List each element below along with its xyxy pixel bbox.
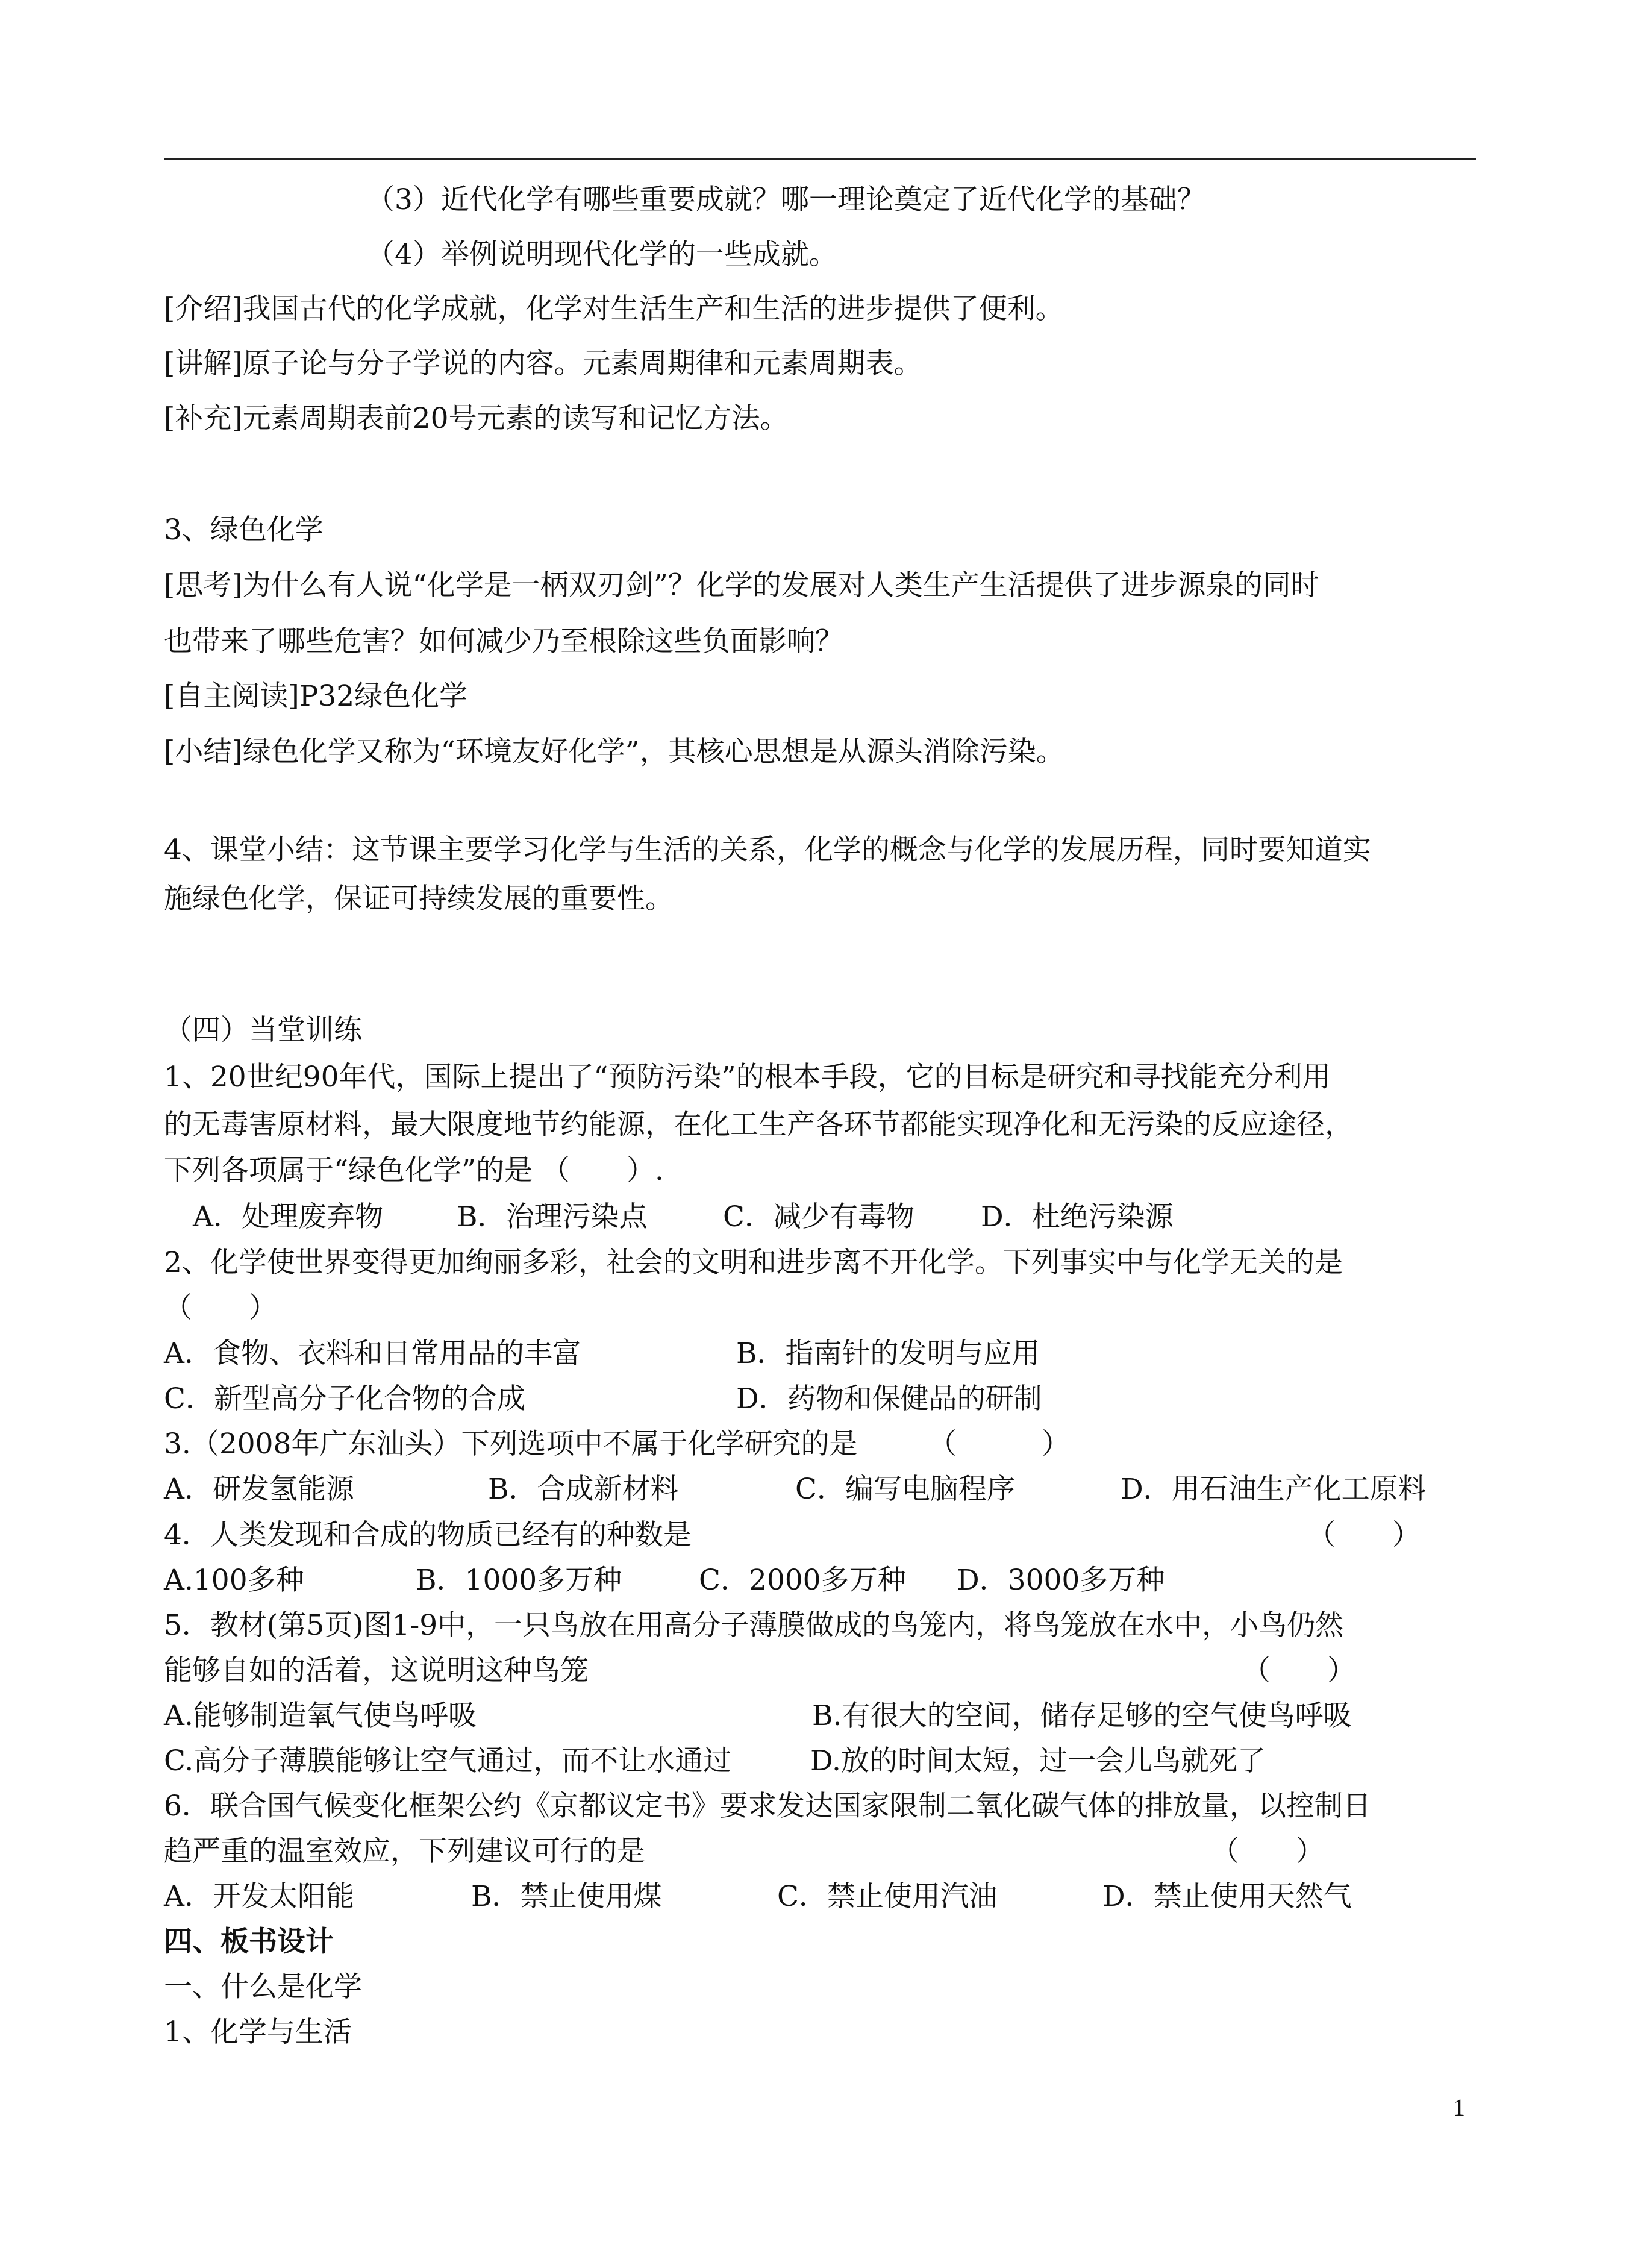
option: A．食物、衣料和日常用品的丰富 xyxy=(164,1337,581,1370)
option: C．编写电脑程序 xyxy=(795,1473,1015,1506)
answer-blank: （ ） xyxy=(1242,1654,1355,1687)
option: D.放的时间太短，过一会儿鸟就死了 xyxy=(810,1744,1266,1778)
text-line: 1、化学与生活 xyxy=(164,2016,352,2049)
option: A.能够制造氧气使鸟呼吸 xyxy=(164,1699,477,1732)
question-text: 6．联合国气候变化框架公约《京都议定书》要求发达国家限制二氧化碳气体的排放量，以控制日 xyxy=(164,1790,1371,1823)
question-text: （ ） xyxy=(164,1291,277,1324)
option: C．2000多万种 xyxy=(699,1564,906,1597)
option: D．禁止使用天然气 xyxy=(1102,1880,1352,1913)
option: C．新型高分子化合物的合成 xyxy=(164,1382,525,1415)
section-heading: （四）当堂训练 xyxy=(164,1013,362,1047)
option: B．合成新材料 xyxy=(488,1473,679,1506)
answer-blank: （ ） xyxy=(1211,1835,1324,1868)
text-line: 4、课堂小结：这节课主要学习化学与生活的关系，化学的概念与化学的发展历程，同时要知道实 xyxy=(164,833,1371,866)
option: A．开发太阳能 xyxy=(164,1880,354,1913)
text-line: [自主阅读]P32绿色化学 xyxy=(164,680,468,713)
page-number: 1 xyxy=(1453,2094,1465,2121)
question-text: 能够自如的活着，这说明这种鸟笼 xyxy=(164,1654,589,1687)
section-heading: 四、板书设计 xyxy=(164,1925,334,1958)
option: D．用石油生产化工原料 xyxy=(1121,1473,1427,1506)
option: D．3000多万种 xyxy=(957,1564,1165,1597)
question-text: 2、化学使世界变得更加绚丽多彩，社会的文明和进步离不开化学。下列事实中与化学无关的是 xyxy=(164,1246,1343,1279)
option: D．药物和保健品的研制 xyxy=(736,1382,1042,1415)
text-line: （3）近代化学有哪些重要成就？哪一理论奠定了近代化学的基础？ xyxy=(366,183,1205,216)
option: B．禁止使用煤 xyxy=(471,1880,662,1913)
text-line: [小结]绿色化学又称为“环境友好化学”，其核心思想是从源头消除污染。 xyxy=(164,735,1064,768)
option: A.100多种 xyxy=(164,1564,304,1597)
option: A．处理废弃物 xyxy=(193,1200,383,1233)
option: C．减少有毒物 xyxy=(723,1200,914,1233)
answer-blank: （ ） xyxy=(1307,1518,1421,1552)
option: C.高分子薄膜能够让空气通过，而不让水通过 xyxy=(164,1744,732,1778)
question-text: 5．教材(第5页)图1-9中，一只鸟放在用高分子薄膜做成的鸟笼内，将鸟笼放在水中，小鸟仍然 xyxy=(164,1609,1344,1642)
option: B.有很大的空间，储存足够的空气使鸟呼吸 xyxy=(812,1699,1352,1732)
option: A．研发氢能源 xyxy=(164,1473,354,1506)
header-rule xyxy=(164,158,1476,160)
question-text: 3.（2008年广东汕头）下列选项中不属于化学研究的是 （ ） xyxy=(164,1427,1070,1461)
question-text: 的无毒害原材料，最大限度地节约能源，在化工生产各环节都能实现净化和无污染的反应途径， xyxy=(164,1108,1353,1141)
text-line: [讲解]原子论与分子学说的内容。元素周期律和元素周期表。 xyxy=(164,347,922,380)
option: B．治理污染点 xyxy=(457,1200,648,1233)
text-line: 也带来了哪些危害？如何减少乃至根除这些负面影响？ xyxy=(164,625,843,658)
option: C．禁止使用汽油 xyxy=(777,1880,997,1913)
question-text: 4．人类发现和合成的物质已经有的种数是 xyxy=(164,1518,692,1552)
text-line: [补充]元素周期表前20号元素的读写和记忆方法。 xyxy=(164,402,789,435)
text-line: 施绿色化学，保证可持续发展的重要性。 xyxy=(164,882,674,915)
option: B．1000多万种 xyxy=(416,1564,622,1597)
text-line: [思考]为什么有人说“化学是一柄双刃剑”？化学的发展对人类生产生活提供了进步源泉的同时 xyxy=(164,569,1319,602)
option: D．杜绝污染源 xyxy=(981,1200,1174,1233)
question-text: 1、20世纪90年代，国际上提出了“预防污染”的根本手段，它的目标是研究和寻找能充分利用 xyxy=(164,1060,1331,1094)
question-text: 下列各项属于“绿色化学”的是 （ ）. xyxy=(164,1154,664,1187)
text-line: （4）举例说明现代化学的一些成就。 xyxy=(366,238,837,271)
section-heading: 3、绿色化学 xyxy=(164,513,324,547)
question-text: 趋严重的温室效应，下列建议可行的是 xyxy=(164,1835,645,1868)
option: B．指南针的发明与应用 xyxy=(736,1337,1040,1370)
text-line: [介绍]我国古代的化学成就，化学对生活生产和生活的进步提供了便利。 xyxy=(164,292,1064,325)
text-line: 一、什么是化学 xyxy=(164,1970,362,2003)
